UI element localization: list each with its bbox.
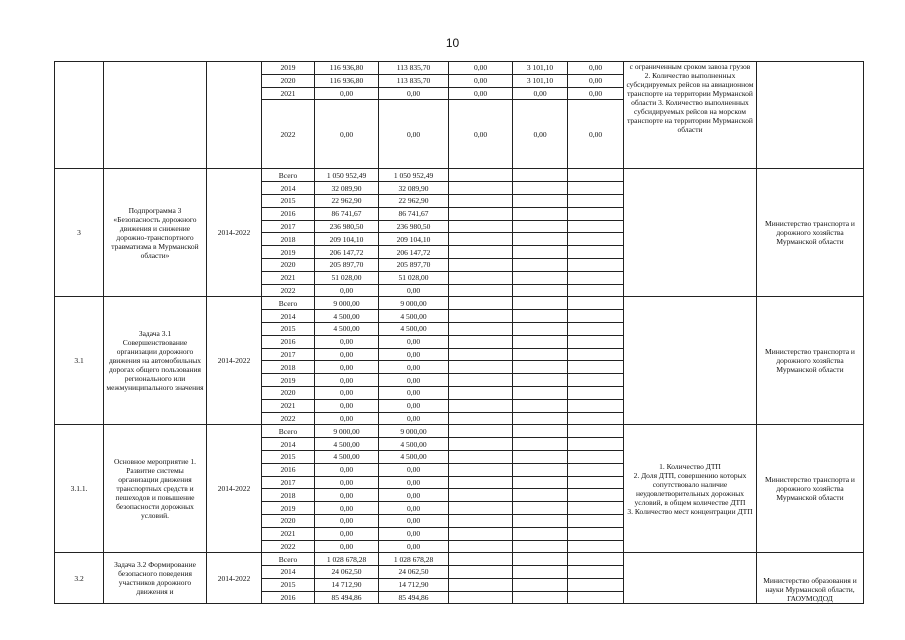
value-cell: 0,00 — [379, 502, 449, 515]
indicators-cell — [624, 169, 757, 297]
value-cell: 0,00 — [449, 74, 513, 87]
value-cell — [513, 348, 568, 361]
value-cell: 0,00 — [568, 62, 624, 75]
year-cell: 2021 — [262, 527, 315, 540]
value-cell: 1 050 952,49 — [315, 169, 379, 182]
value-cell: 0,00 — [315, 412, 379, 425]
row-period-cell: 2014-2022 — [207, 297, 262, 425]
year-cell: 2018 — [262, 233, 315, 246]
value-cell: 0,00 — [379, 476, 449, 489]
value-cell: 32 089,90 — [379, 182, 449, 195]
value-cell: 85 494,86 — [379, 591, 449, 604]
value-cell: 9 000,00 — [315, 425, 379, 438]
year-cell: 2017 — [262, 220, 315, 233]
row-name-cell: Задача 3.1 Совершенствование организации дорожного движения на автомобильных дорогах общего пользования регионального или межмуниципального значения — [104, 297, 207, 425]
year-cell: Всего — [262, 425, 315, 438]
value-cell — [513, 335, 568, 348]
value-cell: 4 500,00 — [379, 450, 449, 463]
value-cell — [568, 220, 624, 233]
row-name-cell: Основное мероприятие 1. Развитие системы организации движения транспортных средств и пешеходов и повышение безопасности дорожных условий. — [104, 425, 207, 553]
value-cell — [513, 425, 568, 438]
value-cell — [568, 527, 624, 540]
value-cell: 0,00 — [379, 527, 449, 540]
value-cell: 9 000,00 — [315, 297, 379, 310]
value-cell — [513, 297, 568, 310]
value-cell: 0,00 — [379, 361, 449, 374]
value-cell: 4 500,00 — [379, 322, 449, 335]
year-cell: 2015 — [262, 322, 315, 335]
value-cell — [449, 540, 513, 553]
value-cell — [513, 322, 568, 335]
value-cell — [513, 182, 568, 195]
year-cell: 2016 — [262, 463, 315, 476]
indicators-cell — [624, 553, 757, 604]
value-cell — [449, 322, 513, 335]
row-number-cell: 3.1 — [55, 297, 104, 425]
value-cell — [568, 566, 624, 579]
value-cell — [449, 438, 513, 451]
table-row — [55, 297, 864, 310]
year-cell: 2019 — [262, 374, 315, 387]
value-cell: 0,00 — [379, 284, 449, 297]
value-cell — [513, 399, 568, 412]
value-cell: 24 062,50 — [315, 566, 379, 579]
value-cell — [513, 578, 568, 591]
value-cell — [449, 489, 513, 502]
value-cell — [513, 246, 568, 259]
value-cell: 0,00 — [379, 100, 449, 169]
value-cell: 0,00 — [379, 514, 449, 527]
year-cell: 2018 — [262, 361, 315, 374]
value-cell — [568, 463, 624, 476]
value-cell: 0,00 — [379, 540, 449, 553]
indicators-cell — [624, 297, 757, 425]
year-cell: 2016 — [262, 335, 315, 348]
year-cell: 2021 — [262, 399, 315, 412]
year-cell: 2020 — [262, 74, 315, 87]
row-number-cell: 3.1.1. — [55, 425, 104, 553]
value-cell — [568, 169, 624, 182]
value-cell — [513, 489, 568, 502]
year-cell: 2014 — [262, 310, 315, 323]
year-cell: 2017 — [262, 348, 315, 361]
value-cell — [513, 591, 568, 604]
value-cell — [449, 207, 513, 220]
year-cell: 2015 — [262, 194, 315, 207]
value-cell: 0,00 — [315, 514, 379, 527]
value-cell — [513, 233, 568, 246]
value-cell — [568, 348, 624, 361]
value-cell: 0,00 — [315, 100, 379, 169]
value-cell — [449, 310, 513, 323]
value-cell — [449, 246, 513, 259]
value-cell — [568, 246, 624, 259]
value-cell — [568, 438, 624, 451]
value-cell: 0,00 — [513, 100, 568, 169]
value-cell: 0,00 — [315, 489, 379, 502]
row-number-cell: 3.2 — [55, 553, 104, 604]
value-cell: 0,00 — [315, 527, 379, 540]
value-cell — [568, 297, 624, 310]
value-cell — [513, 361, 568, 374]
value-cell: 0,00 — [379, 399, 449, 412]
value-cell — [568, 284, 624, 297]
row-name-cell: Задача 3.2 Формирование безопасного поведения участников дорожного движения и — [104, 553, 207, 604]
value-cell: 3 101,10 — [513, 62, 568, 75]
value-cell: 205 897,70 — [379, 258, 449, 271]
value-cell: 32 089,90 — [315, 182, 379, 195]
page-number: 10 — [445, 36, 460, 50]
value-cell: 116 936,80 — [315, 62, 379, 75]
value-cell: 0,00 — [379, 412, 449, 425]
value-cell — [449, 348, 513, 361]
value-cell — [513, 258, 568, 271]
value-cell: 0,00 — [315, 335, 379, 348]
value-cell: 4 500,00 — [379, 310, 449, 323]
value-cell: 113 835,70 — [379, 74, 449, 87]
value-cell — [449, 284, 513, 297]
value-cell: 4 500,00 — [315, 310, 379, 323]
value-cell — [568, 233, 624, 246]
year-cell: 2019 — [262, 246, 315, 259]
value-cell: 0,00 — [315, 476, 379, 489]
value-cell: 0,00 — [315, 399, 379, 412]
value-cell — [449, 399, 513, 412]
value-cell: 0,00 — [315, 361, 379, 374]
value-cell — [513, 514, 568, 527]
value-cell — [568, 476, 624, 489]
row-period-cell — [207, 62, 262, 169]
value-cell — [568, 425, 624, 438]
value-cell: 51 028,00 — [379, 271, 449, 284]
value-cell — [449, 386, 513, 399]
table-row — [55, 169, 864, 182]
value-cell — [513, 169, 568, 182]
year-cell: Всего — [262, 169, 315, 182]
value-cell — [449, 271, 513, 284]
row-name-cell — [104, 62, 207, 169]
value-cell: 3 101,10 — [513, 74, 568, 87]
value-cell: 0,00 — [449, 87, 513, 100]
value-cell — [449, 450, 513, 463]
value-cell: 86 741,67 — [379, 207, 449, 220]
value-cell: 0,00 — [315, 540, 379, 553]
value-cell — [513, 527, 568, 540]
value-cell — [449, 194, 513, 207]
value-cell — [568, 374, 624, 387]
value-cell: 22 962,90 — [315, 194, 379, 207]
value-cell — [513, 412, 568, 425]
value-cell — [449, 476, 513, 489]
value-cell — [568, 182, 624, 195]
value-cell: 14 712,90 — [379, 578, 449, 591]
year-cell: 2020 — [262, 386, 315, 399]
value-cell — [449, 233, 513, 246]
value-cell: 0,00 — [379, 335, 449, 348]
value-cell — [449, 374, 513, 387]
year-cell: 2022 — [262, 284, 315, 297]
year-cell: 2015 — [262, 578, 315, 591]
value-cell — [513, 284, 568, 297]
value-cell — [449, 527, 513, 540]
value-cell: 0,00 — [379, 489, 449, 502]
value-cell — [568, 489, 624, 502]
value-cell: 206 147,72 — [315, 246, 379, 259]
value-cell — [449, 169, 513, 182]
table-row — [55, 553, 864, 566]
row-name-cell: Подпрограмма 3 «Безопасность дорожного движения и снижение дорожно-транспортного травматизма в Мурманской области» — [104, 169, 207, 297]
value-cell — [568, 361, 624, 374]
executor-cell — [757, 62, 864, 169]
executor-cell: Министерство транспорта и дорожного хозяйства Мурманской области — [757, 425, 864, 553]
value-cell — [513, 463, 568, 476]
value-cell: 86 741,67 — [315, 207, 379, 220]
value-cell: 24 062,50 — [379, 566, 449, 579]
year-cell: 2020 — [262, 514, 315, 527]
value-cell: 0,00 — [568, 100, 624, 169]
year-cell: 2014 — [262, 566, 315, 579]
value-cell — [513, 220, 568, 233]
table-row — [55, 62, 864, 75]
value-cell — [513, 502, 568, 515]
value-cell — [568, 322, 624, 335]
value-cell — [449, 463, 513, 476]
value-cell: 0,00 — [379, 463, 449, 476]
value-cell — [568, 450, 624, 463]
value-cell — [513, 386, 568, 399]
value-cell — [568, 310, 624, 323]
value-cell: 205 897,70 — [315, 258, 379, 271]
value-cell — [449, 502, 513, 515]
value-cell: 0,00 — [449, 100, 513, 169]
year-cell: 2015 — [262, 450, 315, 463]
value-cell — [449, 182, 513, 195]
year-cell: 2022 — [262, 540, 315, 553]
row-period-cell: 2014-2022 — [207, 425, 262, 553]
value-cell — [449, 425, 513, 438]
value-cell — [513, 194, 568, 207]
value-cell: 51 028,00 — [315, 271, 379, 284]
program-table — [54, 61, 864, 604]
value-cell: 116 936,80 — [315, 74, 379, 87]
value-cell: 4 500,00 — [315, 450, 379, 463]
value-cell: 4 500,00 — [315, 438, 379, 451]
value-cell: 9 000,00 — [379, 297, 449, 310]
value-cell — [449, 578, 513, 591]
value-cell — [568, 207, 624, 220]
value-cell: 236 980,50 — [379, 220, 449, 233]
value-cell: 0,00 — [449, 62, 513, 75]
value-cell — [513, 374, 568, 387]
row-number-cell — [55, 62, 104, 169]
value-cell — [513, 438, 568, 451]
value-cell — [513, 566, 568, 579]
row-period-cell: 2014-2022 — [207, 553, 262, 604]
value-cell: 0,00 — [315, 502, 379, 515]
year-cell: 2017 — [262, 476, 315, 489]
value-cell — [568, 399, 624, 412]
year-cell: 2016 — [262, 591, 315, 604]
value-cell — [449, 361, 513, 374]
year-cell: 2022 — [262, 100, 315, 169]
value-cell: 4 500,00 — [315, 322, 379, 335]
value-cell: 0,00 — [315, 284, 379, 297]
value-cell: 0,00 — [379, 87, 449, 100]
value-cell — [513, 476, 568, 489]
value-cell: 22 962,90 — [379, 194, 449, 207]
value-cell: 113 835,70 — [379, 62, 449, 75]
executor-cell: Министерство транспорта и дорожного хозяйства Мурманской области — [757, 297, 864, 425]
value-cell: 0,00 — [568, 87, 624, 100]
value-cell — [513, 310, 568, 323]
value-cell: 1 028 678,28 — [315, 553, 379, 566]
value-cell: 0,00 — [315, 463, 379, 476]
value-cell: 0,00 — [379, 348, 449, 361]
value-cell — [568, 335, 624, 348]
value-cell — [513, 540, 568, 553]
value-cell: 0,00 — [315, 386, 379, 399]
value-cell — [449, 335, 513, 348]
year-cell: 2019 — [262, 62, 315, 75]
value-cell: 0,00 — [315, 87, 379, 100]
value-cell: 0,00 — [513, 87, 568, 100]
value-cell — [568, 412, 624, 425]
value-cell: 206 147,72 — [379, 246, 449, 259]
value-cell — [568, 271, 624, 284]
year-cell: 2021 — [262, 271, 315, 284]
year-cell: Всего — [262, 297, 315, 310]
year-cell: 2014 — [262, 182, 315, 195]
value-cell — [449, 514, 513, 527]
value-cell: 0,00 — [315, 348, 379, 361]
value-cell — [513, 271, 568, 284]
value-cell — [568, 386, 624, 399]
value-cell — [449, 258, 513, 271]
value-cell: 0,00 — [379, 386, 449, 399]
value-cell — [513, 207, 568, 220]
row-period-cell: 2014-2022 — [207, 169, 262, 297]
executor-cell: Министерство транспорта и дорожного хозяйства Мурманской области — [757, 169, 864, 297]
value-cell: 1 028 678,28 — [379, 553, 449, 566]
year-cell: 2020 — [262, 258, 315, 271]
value-cell — [513, 450, 568, 463]
year-cell: 2021 — [262, 87, 315, 100]
year-cell: 2016 — [262, 207, 315, 220]
value-cell — [568, 540, 624, 553]
value-cell: 209 104,10 — [315, 233, 379, 246]
value-cell: 4 500,00 — [379, 438, 449, 451]
year-cell: Всего — [262, 553, 315, 566]
year-cell: 2019 — [262, 502, 315, 515]
value-cell — [449, 412, 513, 425]
value-cell — [449, 553, 513, 566]
value-cell: 1 050 952,49 — [379, 169, 449, 182]
year-cell: 2014 — [262, 438, 315, 451]
value-cell: 0,00 — [568, 74, 624, 87]
indicators-cell: с ограниченным сроком завоза грузов 2. Количество выполненных субсидируемых рейсов на авиационном транспорте на территории Мурманской области 3. Количество выполненных субсидируемых рейсов на морском транспорте на территории Мурманской области — [624, 62, 757, 169]
value-cell — [449, 297, 513, 310]
value-cell: 236 980,50 — [315, 220, 379, 233]
value-cell — [568, 591, 624, 604]
row-number-cell: 3 — [55, 169, 104, 297]
table-row — [55, 425, 864, 438]
value-cell — [449, 566, 513, 579]
value-cell — [449, 220, 513, 233]
value-cell: 0,00 — [379, 374, 449, 387]
value-cell: 0,00 — [315, 374, 379, 387]
value-cell: 14 712,90 — [315, 578, 379, 591]
value-cell — [568, 514, 624, 527]
value-cell — [568, 194, 624, 207]
value-cell — [449, 591, 513, 604]
value-cell — [568, 578, 624, 591]
value-cell — [568, 258, 624, 271]
value-cell — [568, 502, 624, 515]
executor-cell: Министерство образования и науки Мурманской области, ГАОУМОДОД — [757, 553, 864, 604]
year-cell: 2022 — [262, 412, 315, 425]
value-cell: 9 000,00 — [379, 425, 449, 438]
indicators-cell: 1. Количество ДТП 2. Доля ДТП, совершению которых сопутствовало наличие неудовлетворительных дорожных условий, в общем количестве ДТП 3. Количество мест концентрации ДТП — [624, 425, 757, 553]
value-cell — [568, 553, 624, 566]
value-cell: 209 104,10 — [379, 233, 449, 246]
value-cell: 85 494,86 — [315, 591, 379, 604]
year-cell: 2018 — [262, 489, 315, 502]
value-cell — [513, 553, 568, 566]
